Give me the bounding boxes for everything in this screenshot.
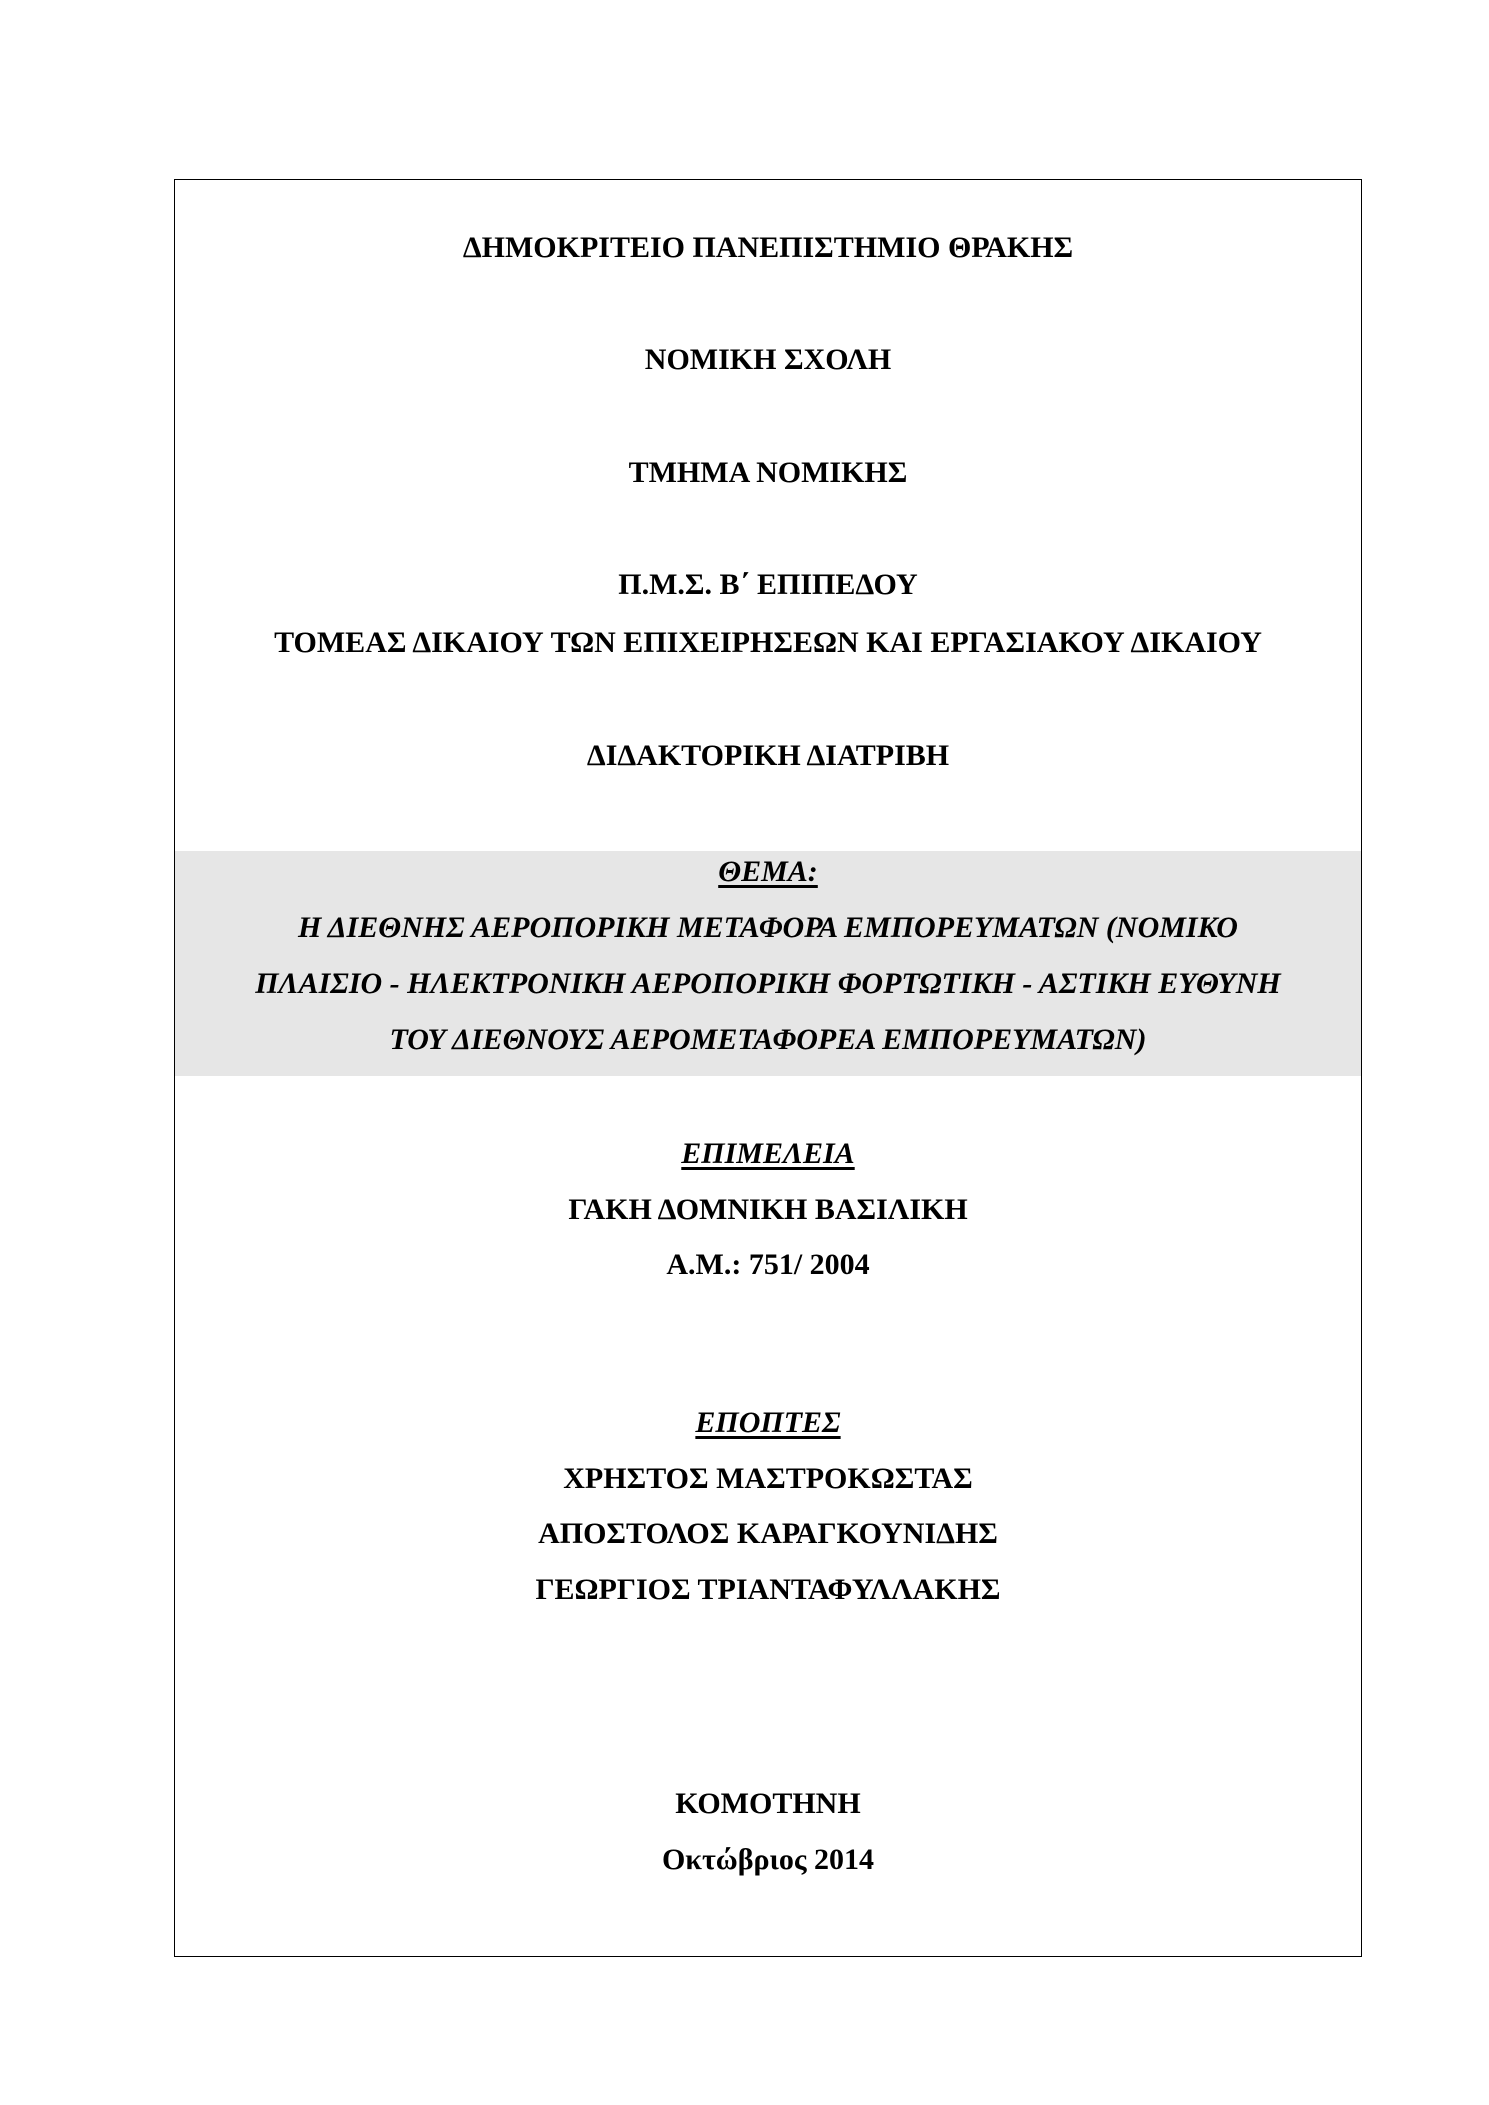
university-name: ΔΗΜΟΚΡΙΤΕΙΟ ΠΑΝΕΠΙΣΤΗΜΙΟ ΘΡΑΚΗΣ <box>462 231 1074 264</box>
author-registration: Α.Μ.: 751/ 2004 <box>666 1248 870 1281</box>
topic-line-1: Η ΔΙΕΘΝΗΣ ΑΕΡΟΠΟΡΙΚΗ ΜΕΤΑΦΟΡΑ ΕΜΠΟΡΕΥΜΑΤΩΝ (ΝΟΜΙΚΟ <box>298 911 1238 944</box>
document-type: ΔΙΔΑΚΤΟΡΙΚΗ ΔΙΑΤΡΙΒΗ <box>586 739 950 772</box>
topic-heading: ΘΕΜΑ: <box>718 855 818 888</box>
city: ΚΟΜΟΤΗΝΗ <box>675 1787 861 1820</box>
sector-name: ΤΟΜΕΑΣ ΔΙΚΑΙΟΥ ΤΩΝ ΕΠΙΧΕΙΡΗΣΕΩΝ ΚΑΙ ΕΡΓΑΣΙΑΚΟΥ ΔΙΚΑΙΟΥ <box>274 626 1262 659</box>
school-name: ΝΟΜΙΚΗ ΣΧΟΛΗ <box>644 343 892 376</box>
author-name: ΓΑΚΗ ΔΟΜΝΙΚΗ ΒΑΣΙΛΙΚΗ <box>568 1193 968 1226</box>
topic-line-2: ΠΛΑΙΣΙΟ - ΗΛΕΚΤΡΟΝΙΚΗ ΑΕΡΟΠΟΡΙΚΗ ΦΟΡΤΩΤΙΚΗ - ΑΣΤΙΚΗ ΕΥΘΥΝΗ <box>255 967 1281 1000</box>
program-name: Π.Μ.Σ. Β΄ ΕΠΙΠΕΔΟΥ <box>618 568 918 601</box>
topic-line-3: ΤΟΥ ΔΙΕΘΝΟΥΣ ΑΕΡΟΜΕΤΑΦΟΡΕΑ ΕΜΠΟΡΕΥΜΑΤΩΝ) <box>389 1023 1147 1056</box>
supervisors-heading: ΕΠΟΠΤΕΣ <box>695 1406 841 1439</box>
supervisor-name-3: ΓΕΩΡΓΙΟΣ ΤΡΙΑΝΤΑΦΥΛΛΑΚΗΣ <box>535 1573 1001 1606</box>
title-page-frame <box>174 179 1362 1957</box>
date: Οκτώβριος 2014 <box>661 1843 875 1876</box>
author-heading: ΕΠΙΜΕΛΕΙΑ <box>681 1137 855 1170</box>
supervisor-name-1: ΧΡΗΣΤΟΣ ΜΑΣΤΡΟΚΩΣΤΑΣ <box>563 1462 973 1495</box>
department-name: ΤΜΗΜΑ ΝΟΜΙΚΗΣ <box>628 456 908 489</box>
supervisor-name-2: ΑΠΟΣΤΟΛΟΣ ΚΑΡΑΓΚΟΥΝΙΔΗΣ <box>538 1517 998 1550</box>
